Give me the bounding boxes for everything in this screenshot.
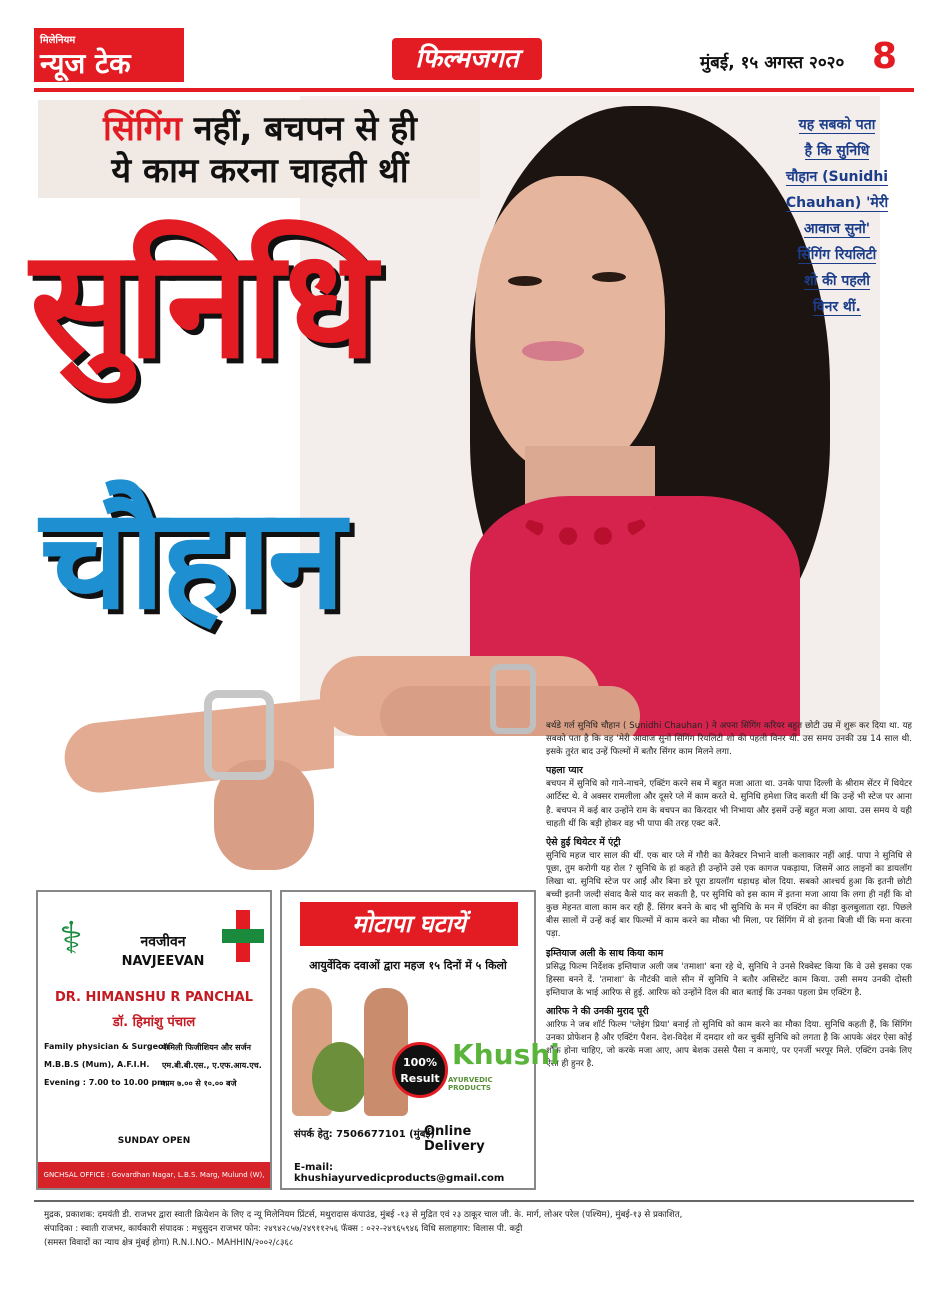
- clinic-advertisement: [36, 890, 272, 1190]
- intro-blurb: [770, 112, 904, 320]
- sunday-open: SUNDAY OPEN: [117, 1136, 191, 1146]
- ad-herbs-image: [312, 1042, 368, 1112]
- headline-name-last: चौहान: [40, 478, 342, 641]
- intro-line: Chauhan) 'मेरी: [785, 195, 889, 211]
- clinic-hindi-name: नवजीवन: [140, 934, 186, 950]
- headline-line-1: [50, 108, 470, 150]
- imprint: [44, 1208, 910, 1250]
- article-paragraph: सुनिधि महज चार साल की थीं. एक बार प्ले में गौरी का कैरेक्टर निभाने वाली कलाकार नहीं आई. पापा ने सुनिधि से पूछा, तुम करोगी यह रोल ? सुनिधि के हां कहते ही उन्होंने उसे एक कागज पकड़ाया, जिसमें आठ लाइनों का डायलॉग लिखा था. सुनिधि स्टेज पर आईं और बिना डरे पूरा डायलॉग धड़ाधड़ बोल दिया. सबको आश्चर्य हुआ कि इतनी छोटी बच्ची इतनी जल्दी संवाद कैसे याद कर सकती है, पर सुनिधि को इस काम में इतना मजा आया कि लगा ही नहीं कि वो कुछ मेहनत वाला काम कर रही हैं. सिंगर बनने के बाद भी सुनिधि के मन में एक्टिंग का कीड़ा कुलबुलाता रहा. पिछले बीस सालों में उन्हें कई बार फिल्मों में काम करने का मौका भी मिला, पर सिंगिंग में वो इतना बिजी थीं कि मना करना पड़ा.: [546, 850, 912, 940]
- article-subheading: ऐसे हुई थियेटर में एंट्री: [546, 836, 621, 848]
- doctor-qualification: M.B.B.S (Mum), A.F.I.H.: [44, 1060, 150, 1069]
- newspaper-logo: [34, 28, 184, 82]
- headline-highlight: सिंगिंग: [103, 109, 182, 149]
- intro-line: विनर थीं.: [813, 299, 861, 315]
- logo-main-text: न्यूज टेक: [40, 47, 131, 80]
- contact-phone: संपर्क हेतु: 7506677101 (मुंबई): [294, 1129, 435, 1140]
- ad-title: मोटापा घटायें: [300, 902, 518, 946]
- headline-name-first: सुनिधि: [30, 218, 373, 392]
- header-divider: [34, 88, 914, 92]
- doctor-name: DR. HIMANSHU R PANCHAL: [54, 990, 253, 1005]
- intro-line: यह सबको पता: [798, 117, 876, 133]
- photo-bracelet: [490, 664, 536, 734]
- contact-email: E-mail: khushiayurvedicproducts@gmail.com: [294, 1162, 505, 1184]
- photo-eye-right: [592, 272, 626, 282]
- footer-divider: [34, 1200, 914, 1202]
- intro-line: है कि सुनिधि: [804, 143, 870, 159]
- article-paragraph: बर्थडे गर्ल सुनिधि चौहान ( Sunidhi Chauhan ) ने अपना सिंगिंग करियर बहुत छोटी उम्र में शुरू कर दिया था. यह सबको पता है कि वह 'मेरी आवाज सुनो सिंगिंग रियलिटी शो की पहली विनर थीं. उस समय उनकी उम्र 14 साल थी. इसके तुरंत बाद उन्हें फिल्मों में बतौर सिंगर काम मिलने लगा.: [546, 721, 912, 758]
- badge-percent: 100%: [403, 1056, 437, 1069]
- photo-eye-left: [508, 276, 542, 286]
- intro-line: आवाज सुनो': [803, 221, 871, 237]
- badge-result: Result: [400, 1072, 440, 1085]
- brand-name: Khushi: [452, 1038, 560, 1071]
- headline-line-2: ये काम करना चाहती थीं: [111, 151, 409, 191]
- headline-line-1-rest: नहीं, बचपन से ही: [181, 109, 417, 149]
- brand-subtitle: AYURVEDIC PRODUCTS: [448, 1076, 493, 1092]
- article-subheading: आरिफ ने की उनकी मुराद पूरी: [546, 1005, 649, 1017]
- issue-date: मुंबई, १५ अगस्त २०२०: [700, 53, 845, 73]
- intro-line: सिंगिंग रियलिटी: [797, 247, 877, 263]
- hand-photo-watch: [204, 690, 274, 780]
- caduceus-icon: ⚕: [59, 913, 83, 964]
- article-paragraph: आरिफ ने जब शॉर्ट फिल्म 'प्लेइंग प्रिया' बनाई तो सुनिधि को काम करने का मौका दिया. सुनिधि कहती हैं, कि सिंगिंग उनका प्रोफेशन है और एक्टिंग पैशन. देश-विदेश में दमदार शो कर चुकीं सुनिधि को लगता है कि आपके अंदर ऐसा कोई शौक होना चाहिए, जो करके मजा आए, आप बेशक उससे पैसा न कमाएं, पर एनर्जी भरपूर मिले. एक्टिंग उनके लिए ऐसा ही हुनर है.: [546, 1019, 912, 1070]
- hand-photo: [34, 690, 334, 890]
- online-delivery: Online Delivery: [424, 1124, 485, 1154]
- article-paragraph: प्रसिद्ध फिल्म निर्देशक इम्तियाज अली जब 'तमाशा' बना रहे थे, सुनिधि ने उनसे रिक्वेस्ट किया कि वे उसे इसका एक हिस्सा बनने दें. 'तमाशा' के नौटंकी वाले सीन में सुनिधि ने बतौर असिस्टेंट काम किया. उसी समय उनकी दोस्ती इम्तियाज के भाई आरिफ से हुई. आरिफ को उन्होंने दिल की बात बताई कि उनका पहला प्रेम एक्टिंग है.: [546, 961, 912, 998]
- medical-cross-icon: [222, 910, 264, 962]
- imprint-line: मुद्रक, प्रकाशक: दमयंती डी. राजभर द्वारा स्वाती क्रियेशन के लिए द न्यू मिलेनियम प्रिंटर्स, मथुरादास कंपाउंड, मुंबई -१३ से मुद्रित एवं २३ ठाकूर चाल जी. के. मार्ग, लोअर परेल (पश्चिम), मुंबई-१३ से प्रकाशित,: [44, 1210, 683, 1220]
- clinic-name: NAVJEEVAN: [121, 954, 205, 969]
- clinic-hours: Evening : 7.00 to 10.00 pm.: [44, 1078, 169, 1087]
- ad-subtitle: आयुर्वेदिक दवाओं द्वारा महज १५ दिनों में ५ किलो: [309, 959, 507, 972]
- page-number: 8: [872, 36, 898, 77]
- article-subheading: पहला प्यार: [546, 765, 583, 777]
- photo-necklace: [515, 466, 655, 546]
- doctor-qualification-hindi: एम.बी.बी.एस., ए.एफ.आय.एच.: [162, 1061, 262, 1070]
- article-subheading: इम्तियाज अली के साथ किया काम: [546, 947, 664, 959]
- intro-line: शो की पहली: [804, 273, 870, 289]
- photo-face: [475, 176, 665, 476]
- imprint-line: (समस्त विवादों का न्याय क्षेत्र मुंबई होगा) R.N.I.NO.- MAHHIN/२००२/८३६८: [44, 1238, 294, 1248]
- result-badge: [392, 1042, 448, 1098]
- doctor-specialty-hindi: फॅमिली फिजीशियन और सर्जन: [162, 1043, 251, 1052]
- masthead: [0, 0, 945, 90]
- doctor-specialty: Family physician & Surgeon: [44, 1042, 170, 1051]
- intro-line: चौहान (Sunidhi: [785, 169, 889, 185]
- clinic-address: GNCHSAL OFFICE : Govardhan Nagar, L.B.S. Marg, Mulund (W),: [38, 1162, 270, 1188]
- photo-lips: [522, 341, 584, 361]
- doctor-name-hindi: डॉ. हिमांशु पंचाल: [112, 1015, 196, 1030]
- article-body: [546, 720, 912, 1073]
- clinic-hours-hindi: शाम ७.०० से १०.०० बजे: [162, 1079, 237, 1088]
- imprint-line: संपादिका : स्वाती राजभर, कार्यकारी संपादक : मधुसुदन राजभर फोन: २४९४२८५७/२४९११२५६ फॅक्स : ०२२-२४९६५९४६ विधि सलाहगार: विलास पी. कट्टी: [44, 1224, 523, 1234]
- ayurvedic-advertisement: [280, 890, 560, 1190]
- article-paragraph: बचपन में सुनिधि को गाने-नाचने, एक्टिंग करने सब में बहुत मजा आता था. उनके पापा दिल्ली के श्रीराम सेंटर में थियेटर आर्टिस्ट थे. वे अक्सर रामलीला और दूसरे प्ले में काम करते थे. सुनिधि हमेशा जिद करती थीं कि उन्हें भी स्टेज पर आना है. बचपन में कई बार उन्होंने राम के बचपन का किरदार भी निभाया और इसमें उन्हें बहुत मजा आया. उस समय ये यही चाहती थीं कि बड़ी होकर वह भी पापा की तरह एक्ट करें.: [546, 779, 912, 829]
- logo-small-text: मिलेनियम: [40, 35, 76, 46]
- section-title: फिल्मजगत: [392, 38, 542, 80]
